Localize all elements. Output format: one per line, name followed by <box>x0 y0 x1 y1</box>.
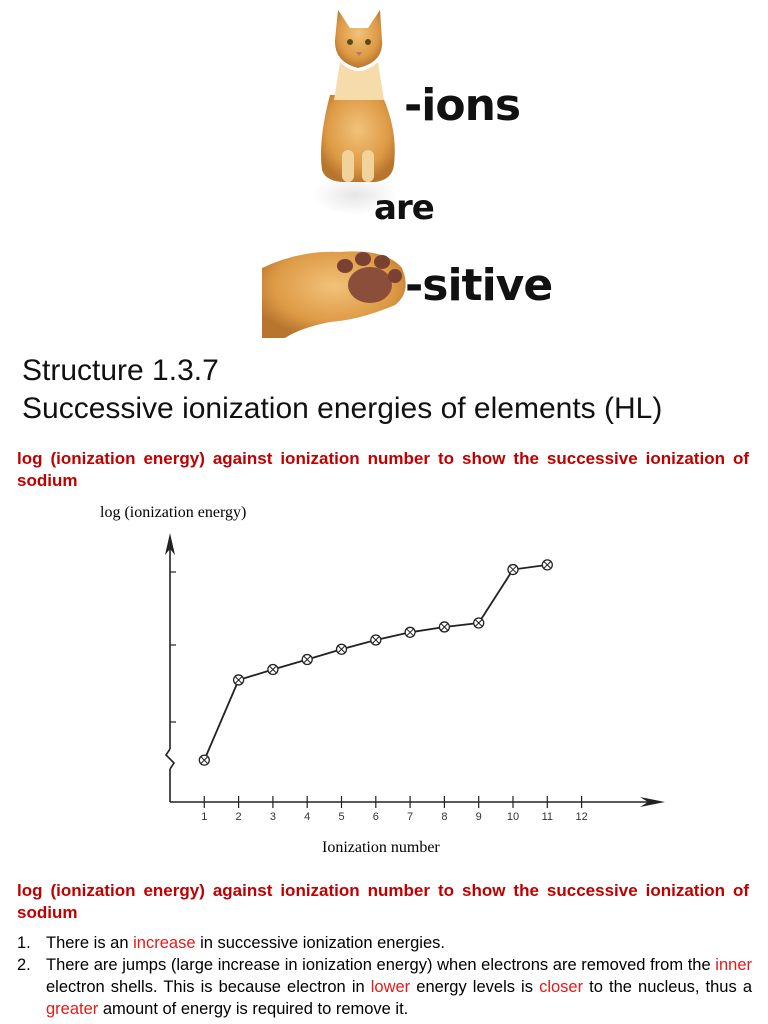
x-tick-label: 12 <box>575 811 588 823</box>
x-tick-label: 9 <box>475 811 482 823</box>
pun-word-are: are <box>374 188 434 228</box>
cat-pun-banner <box>0 0 768 345</box>
y-axis-break <box>166 749 174 769</box>
note-item <box>17 954 752 1020</box>
data-point <box>199 755 209 765</box>
highlighted-term: increase <box>133 934 196 952</box>
chart-marks <box>199 560 552 765</box>
ionization-chart <box>90 497 690 862</box>
highlighted-term: inner <box>715 956 752 974</box>
notes-title: log (ionization energy) against ionization number to show the successive ionization of sodium <box>17 881 749 922</box>
note-text-segment: electron shells. This is because electron in <box>46 978 371 996</box>
data-point <box>474 618 484 628</box>
heading-line-topic: Successive ionization energies of elements (HL) <box>22 392 663 425</box>
data-point <box>508 565 518 575</box>
pun-word-sitive: -sitive <box>405 260 553 311</box>
x-tick-label: 5 <box>338 811 345 823</box>
x-tick-label: 7 <box>407 811 414 823</box>
highlighted-term: closer <box>539 978 584 996</box>
note-text-segment: There are jumps (large increase in ionization energy) when electrons are removed from the <box>46 956 716 974</box>
highlighted-term: lower <box>370 978 411 996</box>
note-text <box>46 932 752 954</box>
data-point <box>302 655 312 665</box>
pun-word-ions: -ions <box>404 80 521 131</box>
section-heading <box>22 352 752 428</box>
notes-list <box>17 932 752 1020</box>
data-point <box>234 675 244 685</box>
x-axis-label: Ionization number <box>322 839 440 856</box>
heading-line-structure: Structure 1.3.7 <box>22 354 219 387</box>
note-number: 2. <box>17 956 31 974</box>
cat-paw-icon <box>262 251 406 338</box>
series-line <box>204 565 547 760</box>
x-tick-label: 4 <box>304 811 311 823</box>
data-point <box>542 560 552 570</box>
x-tick-label: 2 <box>235 811 242 823</box>
note-text-segment: amount of energy is required to remove it. <box>98 1000 409 1018</box>
x-tick-label: 6 <box>372 811 379 823</box>
ionization-chart-svg <box>90 497 690 862</box>
chart-title: log (ionization energy) against ionization number to show the successive ionization of sodium <box>17 449 749 490</box>
note-text-segment: in successive ionization energies. <box>195 934 445 952</box>
data-point <box>439 622 449 632</box>
data-point <box>337 644 347 654</box>
note-text-segment: to the nucleus, thus a <box>583 978 752 996</box>
x-tick-label: 8 <box>441 811 448 823</box>
cat-illustration <box>0 0 768 345</box>
x-tick-label: 11 <box>541 811 554 823</box>
y-axis-label: log (ionization energy) <box>100 504 247 521</box>
note-text-segment: energy levels is <box>410 978 540 996</box>
note-number: 1. <box>17 934 31 952</box>
note-text-segment: There is an <box>46 934 134 952</box>
x-tick-label: 10 <box>506 811 520 823</box>
x-tick-label: 1 <box>201 811 208 823</box>
x-tick-label: 3 <box>269 811 276 823</box>
data-point <box>405 627 415 637</box>
data-point <box>268 665 278 675</box>
note-text <box>46 954 752 1020</box>
sitting-cat-icon <box>313 10 397 215</box>
data-point <box>371 635 381 645</box>
highlighted-term: greater <box>46 1000 99 1018</box>
note-item <box>17 932 752 954</box>
